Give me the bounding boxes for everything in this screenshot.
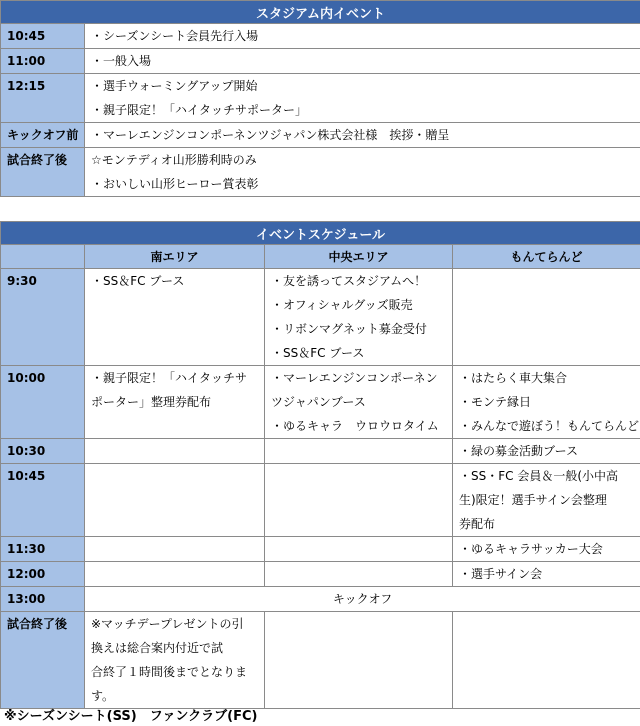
column-header-row xyxy=(1,245,640,269)
table-row: 12:00 ・選手サイン会 xyxy=(1,562,640,587)
table-row: キックオフ前 ・マーレエンジンコンポーネンツジャパン株式会社様 挨拶・贈呈 xyxy=(1,123,640,148)
table-row: 9:30 ・SS＆FC ブース ・友を誘ってスタジアムへ！ ・オフィシャルグッズ販売 ・リボンマグネット募金受付 ・SS＆FC ブース xyxy=(1,269,640,366)
table-row: 10:45 ・SS・FC 会員＆一般(小中高 生)限定！選手サイン会整理 券配布 xyxy=(1,464,640,537)
table-row: 12:15 ・選手ウォーミングアップ開始 ・親子限定！「ハイタッチサポーター」 xyxy=(1,74,640,123)
kickoff-label: キックオフ xyxy=(332,592,393,606)
stadium-events-title: スタジアム内イベント xyxy=(1,1,640,24)
footnote: ※シーズンシート(SS) ファンクラブ(FC) xyxy=(4,709,258,724)
stadium-events-table xyxy=(0,0,640,197)
kickoff-row: 13:00 キックオフ xyxy=(1,587,640,612)
table-row: 試合終了後 ☆モンテディオ山形勝利時のみ ・おいしい山形ヒーロー賞表彰 xyxy=(1,148,640,197)
table-row: 10:00 ・親子限定！「ハイタッチサ ポーター」整理券配布 ・マーレエンジンコンポーネン ツジャパンブース ・ゆるキャラ ウロウロタイム ・はたらく車大集合 ・モンテ縁日 ・みんなで遊ぼう！もんてらんど xyxy=(1,366,640,439)
event-schedule-table xyxy=(0,221,640,709)
table-row: 11:00 ・一般入場 xyxy=(1,49,640,74)
event-schedule-title: イベントスケジュール xyxy=(1,222,640,245)
table-row: 10:45 ・シーズンシート会員先行入場 xyxy=(1,24,640,49)
column-header-center: 中央エリア xyxy=(265,245,453,269)
table-row: 10:30 ・緑の募金活動ブース xyxy=(1,439,640,464)
column-header-monte: もんてらんど xyxy=(453,245,640,269)
column-header-south: 南エリア xyxy=(85,245,265,269)
table-row: 11:30 ・ゆるキャラサッカー大会 xyxy=(1,537,640,562)
table-row: 試合終了後 ※マッチデープレゼントの引 換えは総合案内付近で試 合終了１時間後までとなりま す。 xyxy=(1,612,640,709)
